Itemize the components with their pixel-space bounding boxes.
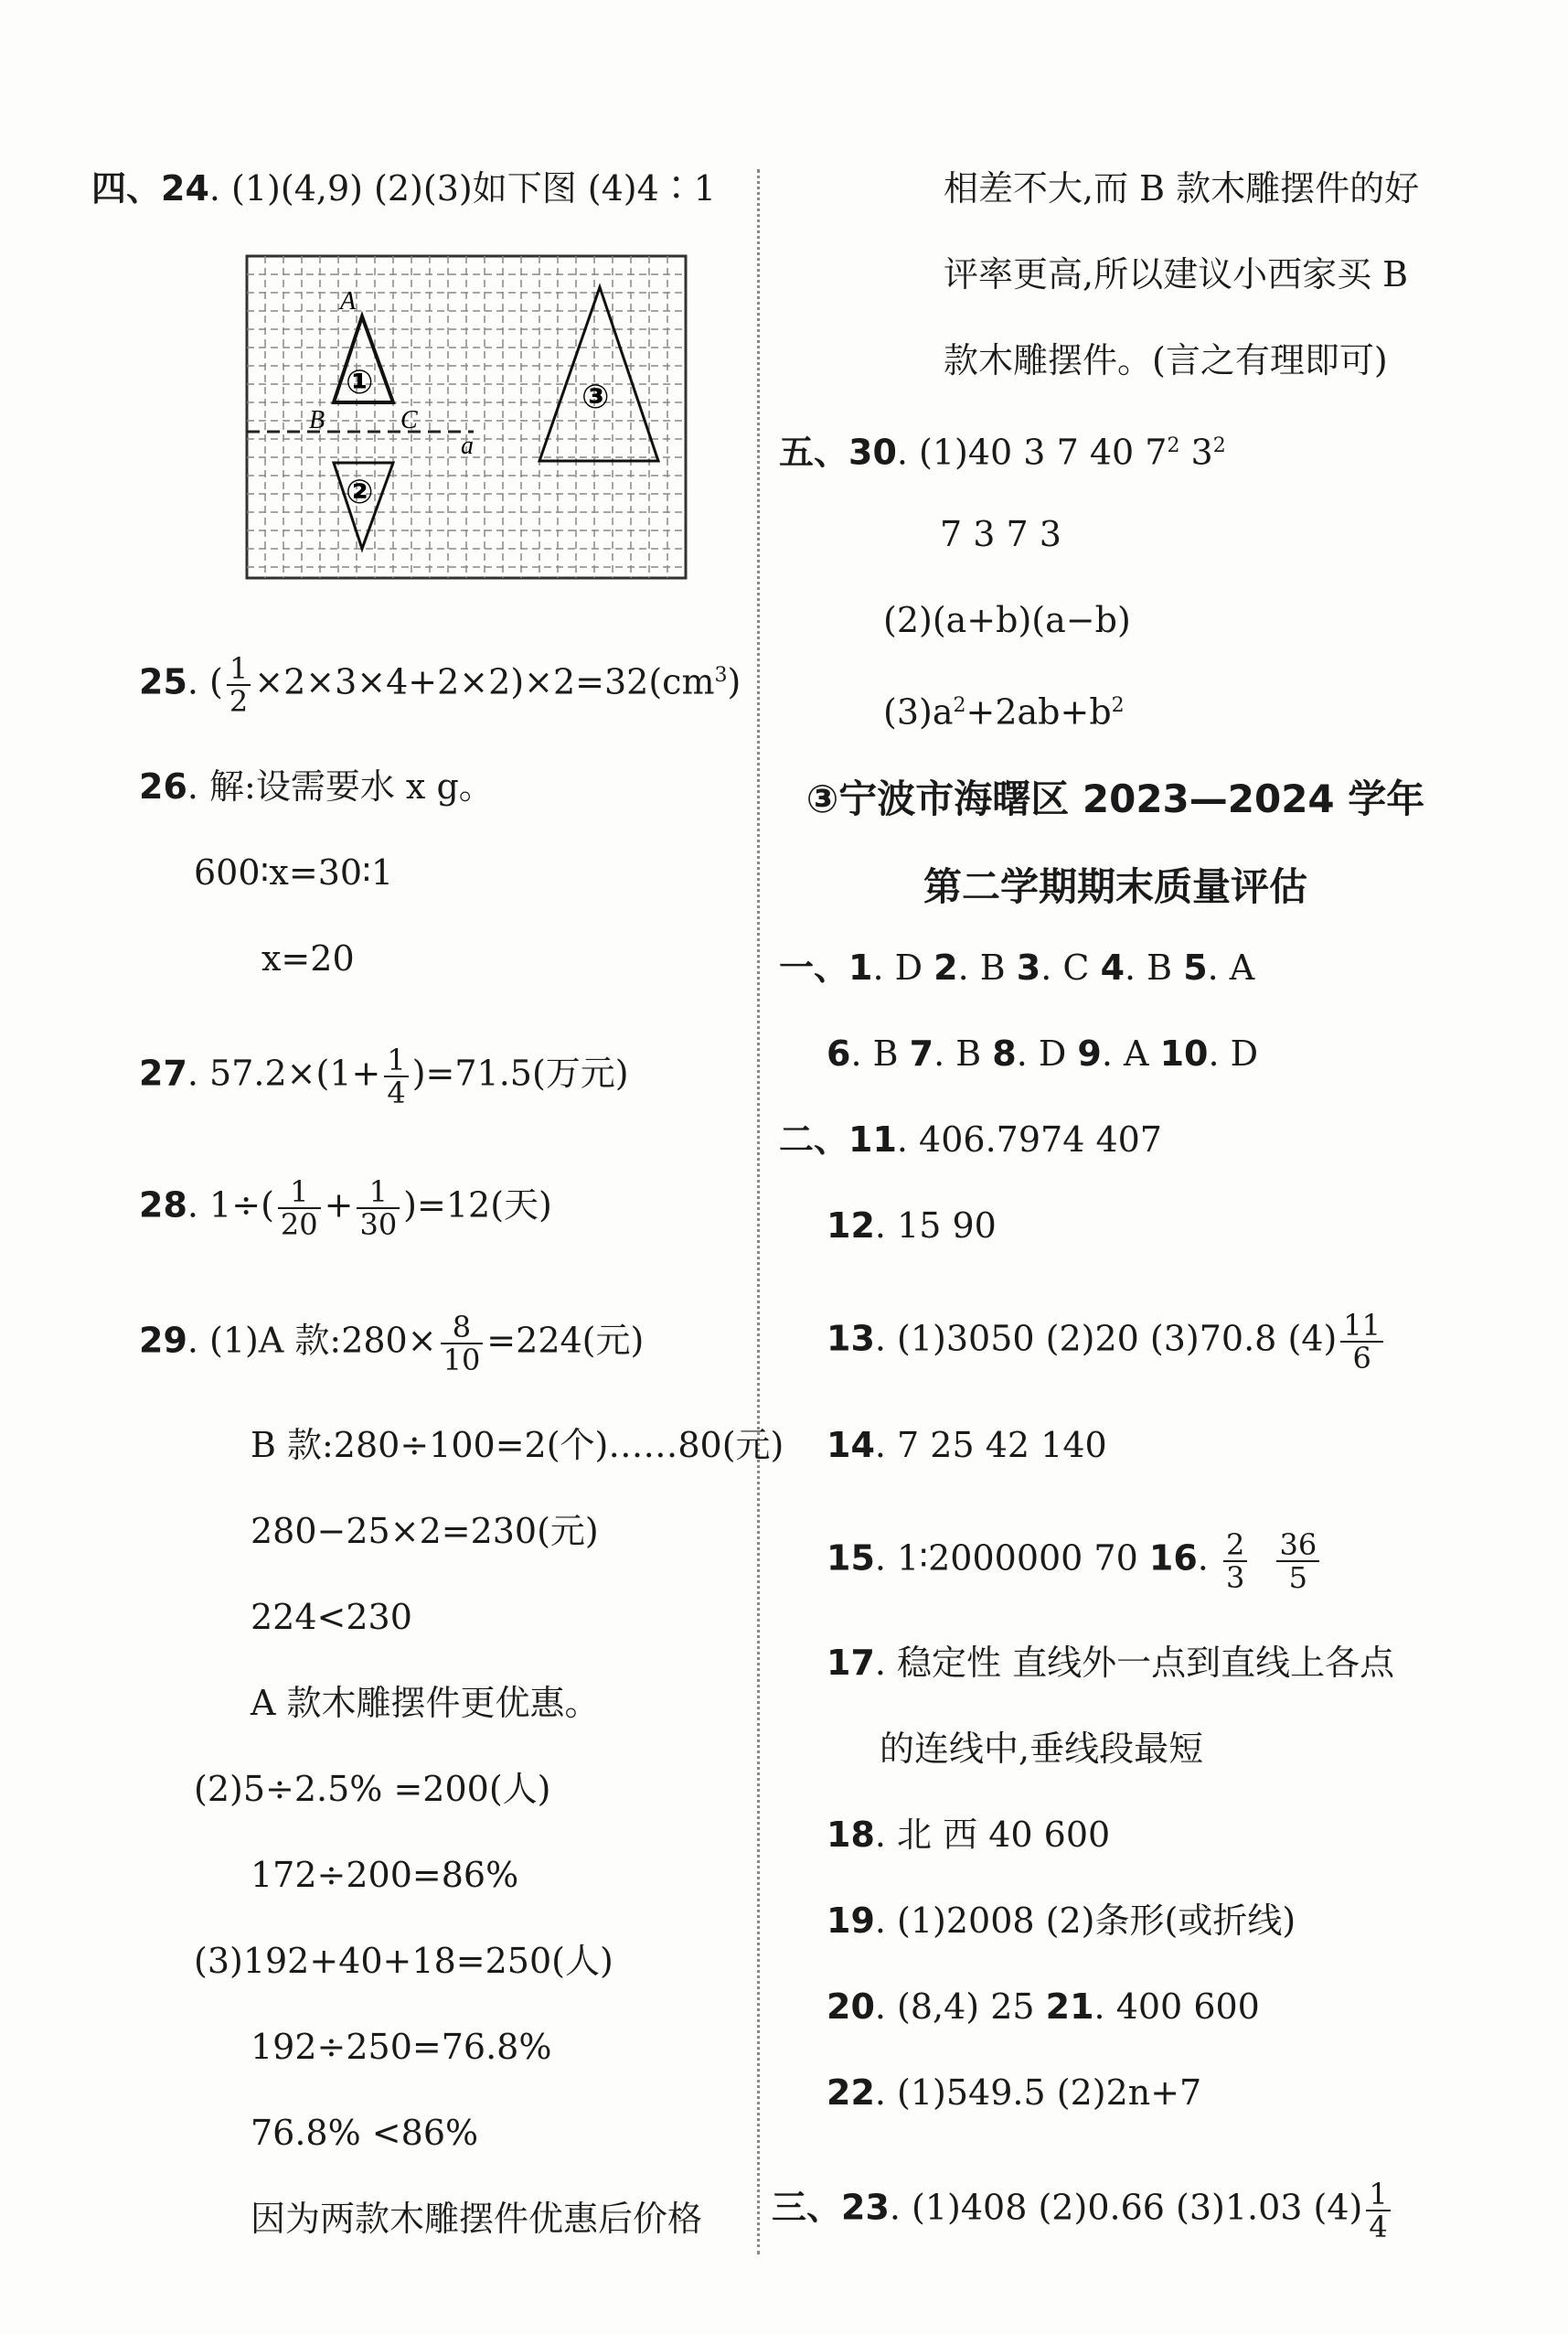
answer-q12: 12. 15 90 (827, 1205, 997, 1246)
answer-q29-line12: 相差不大,而 B 款木雕摆件的好 (944, 168, 1420, 209)
answer-q30: 五、30. (1)40 3 7 40 $7^2$ $3^2$ (779, 432, 1226, 473)
answer-q27: 27. 57.2×(1+ $\frac{1}{4}$ )=71.5(万元) (139, 1043, 629, 1110)
geometry-figure (245, 254, 688, 582)
answer-q30-line2: 7 3 7 3 (940, 514, 1061, 554)
answer-q24: 四、24. (1)(4,9) (2)(3)如下图 (4)4∶1 (91, 168, 716, 209)
answer-q26-line3: x=20 (261, 938, 355, 979)
answer-q20-21: 20. (8,4) 25 21. 400 600 (827, 1986, 1260, 2027)
answer-q29: 29. (1)A 款:280× $\frac{8}{10}$ =224(元) (139, 1310, 645, 1377)
answer-q30-line4: $(3)a^2+2ab+b^2$ (883, 691, 1125, 733)
answer-q28: 28. 1÷( $\frac{1}{20}$ + $\frac{1}{30}$ )=12(天) (139, 1174, 552, 1242)
svg-text:B: B (309, 406, 325, 434)
answer-q19: 19. (1)2008 (2)条形(或折线) (827, 1900, 1296, 1941)
answer-q13: 13. (1)3050 (2)20 (3)70.8 (4) $\frac{11}{6}$ (827, 1310, 1387, 1374)
answer-q26: 26. 解:设需要水 x g。 (139, 766, 494, 807)
answer-q29-line10: 76.8% <86% (251, 2113, 479, 2153)
svg-text:a: a (461, 432, 474, 460)
answer-q23: 三、23. (1)408 (2)0.66 (3)1.03 (4) $\frac{1}{4}$ (772, 2179, 1394, 2243)
answer-q29-line6: (2)5÷2.5% =200(人) (194, 1769, 551, 1809)
answer-s1-row1: 一、1. D 2. B 3. C 4. B 5. A (779, 948, 1255, 988)
answer-q29-line13: 评率更高,所以建议小西家买 B (944, 254, 1409, 294)
answer-q29-line9: 192÷250=76.8% (251, 2027, 552, 2067)
answer-q11: 二、11. 406.7974 407 (779, 1119, 1162, 1160)
svg-text:①: ① (346, 364, 374, 401)
answer-q22: 22. (1)549.5 (2)2n+7 (827, 2072, 1202, 2113)
answer-q17-line2: 的连线中,垂线段最短 (880, 1729, 1204, 1769)
answer-q15-16: 15. 1∶2000000 70 16. $\frac{2}{3}$ $\frac{36}{5}$ (827, 1529, 1323, 1593)
svg-text:C: C (400, 406, 418, 434)
answer-q26-line2: 600∶x=30∶1 (194, 852, 394, 893)
svg-text:③: ③ (581, 379, 610, 416)
answer-s1-row2: 6. B 7. B 8. D 9. A 10. D (827, 1033, 1259, 1074)
section-title-line1: ③宁波市海曙区 2023—2024 学年 (805, 776, 1425, 821)
svg-text:②: ② (346, 474, 374, 511)
answer-q29-line14: 款木雕摆件。(言之有理即可) (944, 340, 1388, 380)
answer-q25: 25. ( $\frac{1}{2}$ $\times 2\times 3\times 4+2\times 2)\times 2=32(cm^3)$ (139, 651, 741, 719)
answer-q29-line2: B 款:280÷100=2(个)……80(元) (251, 1425, 784, 1465)
svg-text:A: A (340, 287, 357, 316)
answer-q29-line8: (3)192+40+18=250(人) (194, 1941, 613, 1981)
answer-q29-line5: A 款木雕摆件更优惠。 (251, 1683, 600, 1723)
section-title-line2: 第二学期期末质量评估 (923, 864, 1307, 909)
answer-q18: 18. 北 西 40 600 (827, 1815, 1111, 1855)
answer-q29-line4: 224<230 (251, 1597, 412, 1637)
answer-q14: 14. 7 25 42 140 (827, 1425, 1107, 1465)
answer-q17: 17. 稳定性 直线外一点到直线上各点 (827, 1643, 1395, 1683)
column-divider (757, 169, 760, 2254)
answer-q29-line3: 280−25×2=230(元) (251, 1511, 599, 1551)
answer-q29-line7: 172÷200=86% (251, 1855, 519, 1895)
answer-q29-line11: 因为两款木雕摆件优惠后价格 (251, 2199, 703, 2239)
answer-q30-line3: (2)(a+b)(a−b) (883, 600, 1131, 640)
